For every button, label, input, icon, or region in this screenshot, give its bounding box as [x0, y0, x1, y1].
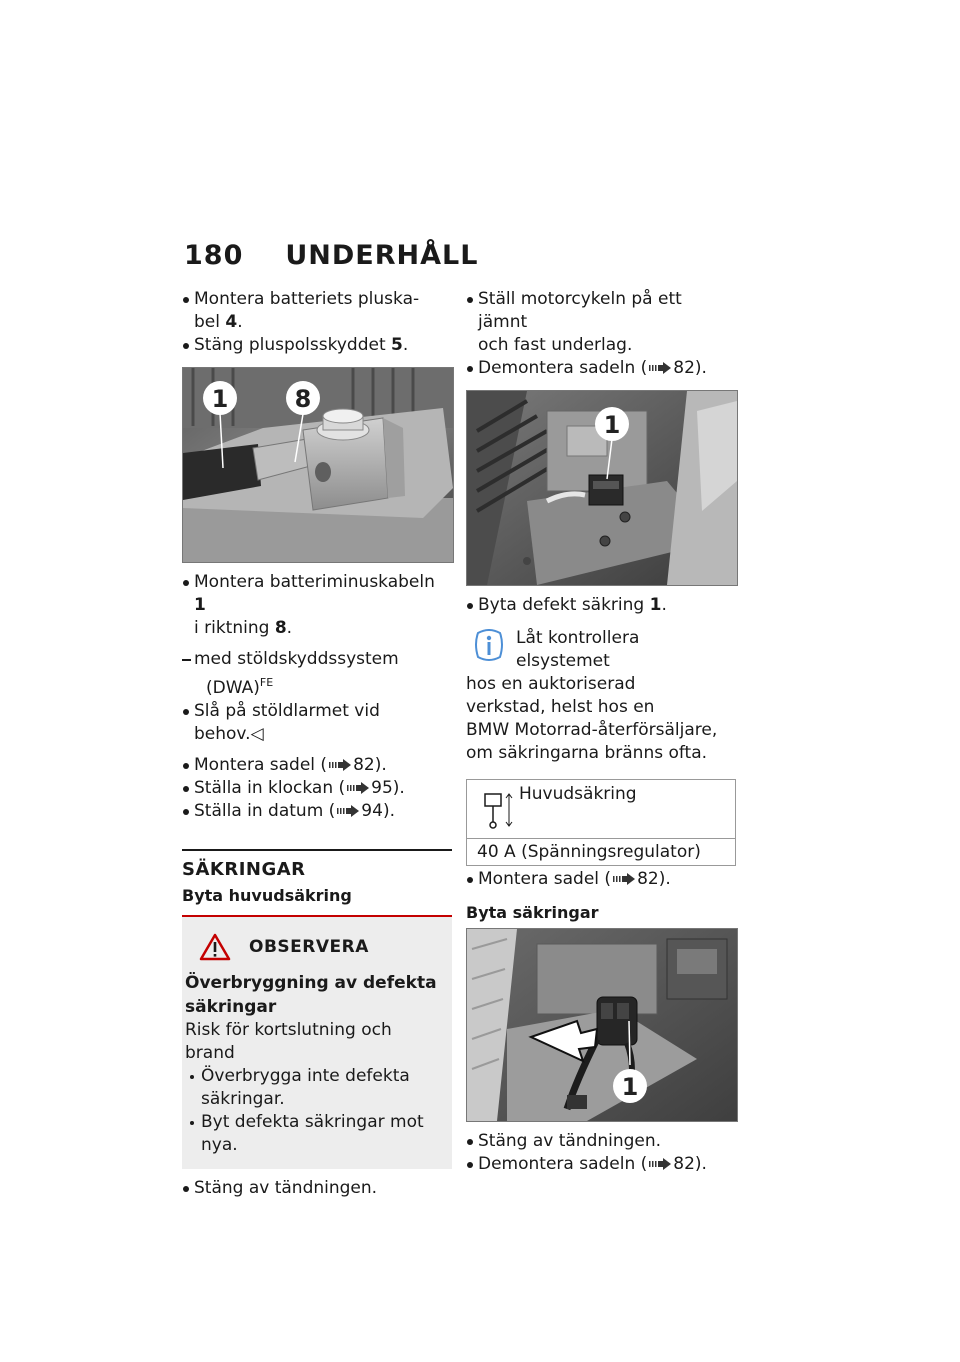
fuse-icon	[483, 786, 519, 830]
fuse-data-table	[466, 779, 736, 866]
photo-callout: 1	[211, 385, 229, 413]
warning-heading: Överbryggning av defekta säkringar	[185, 972, 437, 1017]
list-item: Montera sadel ( 82).	[466, 868, 736, 891]
warning-box	[182, 915, 452, 1169]
page-reference-icon	[337, 805, 359, 817]
right-column	[466, 288, 736, 1176]
section-title: SÄKRINGAR	[182, 849, 452, 880]
photo-callout: 1	[603, 411, 621, 439]
table-header-cell	[467, 780, 736, 839]
condition-line: med stöldskyddssystem (DWA)$^{FE}$	[182, 648, 452, 700]
page-reference-icon	[613, 873, 635, 885]
page-title: UNDERHÅLL	[285, 240, 479, 271]
page-reference-icon	[649, 1158, 671, 1170]
list-item: Ställ motorcykeln på ett jämnt och fast underlag.	[466, 288, 736, 357]
list-item: Stäng av tändningen.	[182, 1177, 452, 1200]
end-mark: ◁	[250, 723, 264, 744]
page-reference-icon	[329, 759, 351, 771]
warning-triangle-icon	[199, 933, 231, 961]
warning-label: OBSERVERA	[249, 936, 369, 957]
photo-callout: 1	[621, 1073, 639, 1101]
table-value: 40 A (Spänningsregulator)	[477, 842, 701, 862]
subsection-title: Byta säkringar	[466, 903, 599, 922]
list-item: Montera batteriets pluska- bel 4.	[182, 288, 452, 334]
page-header	[184, 240, 478, 271]
list-item: Stäng pluspolsskyddet 5.	[182, 334, 452, 357]
battery-terminal-photo	[182, 367, 454, 563]
info-note: Låt kontrollera elsystemet hos en auktoriserad verkstad, helst hos en BMW Motorrad-återförsäljare, om säkringarna bränns ofta.	[466, 628, 718, 763]
left-column	[182, 288, 452, 1200]
list-item: Stäng av tändningen.	[466, 1130, 736, 1153]
photo-callout: 8	[294, 385, 312, 413]
warning-bullet: Byt defekta säkringar mot nya.	[185, 1111, 442, 1157]
warning-bullet: Överbrygga inte defekta säkringar.	[185, 1065, 442, 1111]
warning-header	[199, 933, 442, 961]
info-icon	[474, 629, 504, 663]
main-fuse-photo	[466, 390, 738, 586]
list-item: Montera batteriminuskabeln 1 i riktning 8.	[182, 571, 452, 640]
table-label: Huvudsäkring	[519, 784, 637, 804]
list-item: Demontera sadeln ( 82).	[466, 357, 736, 380]
list-item: Slå på stöldlarmet vid behov.◁	[182, 700, 452, 746]
list-item: Byta defekt säkring 1.	[466, 594, 736, 617]
subsection-title: Byta huvudsäkring	[182, 885, 352, 905]
list-item: Ställa in klockan ( 95).	[182, 777, 452, 800]
fuse-connector-photo	[466, 928, 738, 1122]
warning-risk: Risk för kortslutning och brand	[185, 1019, 392, 1063]
page-reference-icon	[649, 362, 671, 374]
page-number: 180	[184, 240, 244, 271]
list-item: Montera sadel ( 82).	[182, 754, 452, 777]
page-reference-icon	[347, 782, 369, 794]
list-item: Ställa in datum ( 94).	[182, 800, 452, 823]
list-item: Demontera sadeln ( 82).	[466, 1153, 736, 1176]
